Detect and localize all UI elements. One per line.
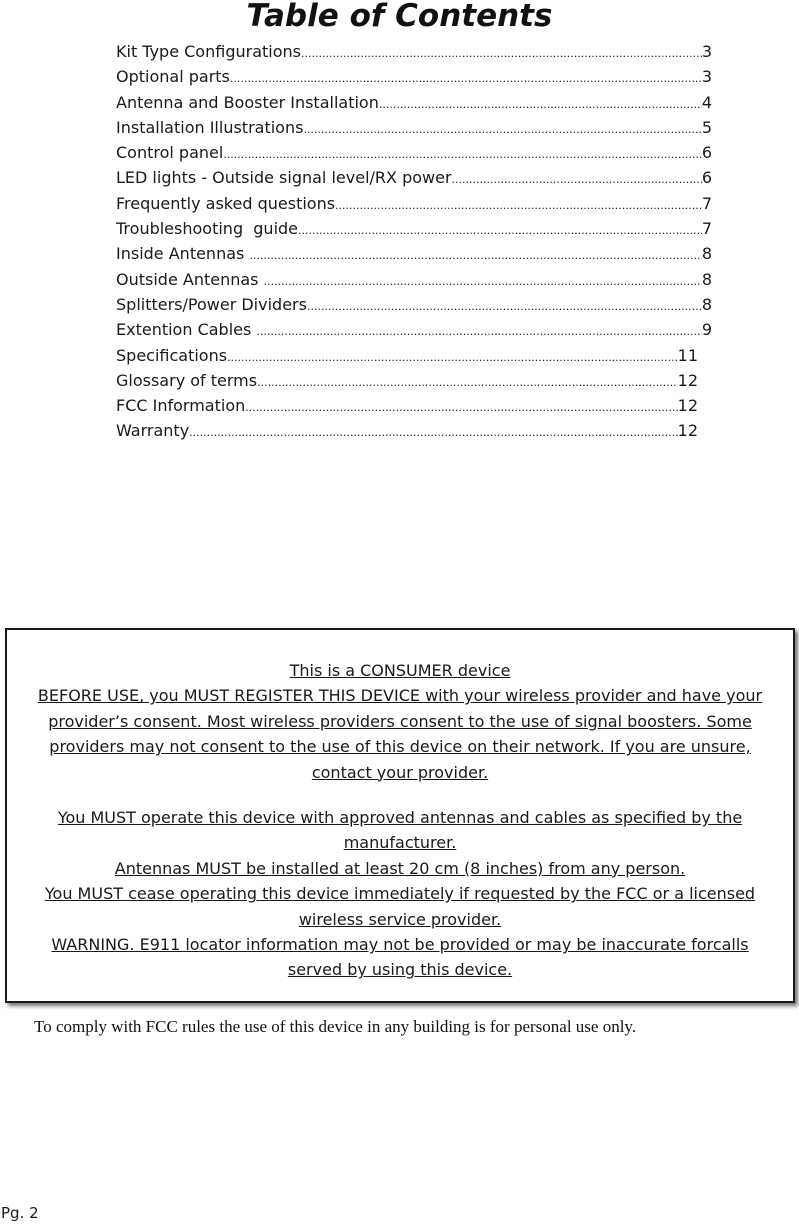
toc-dot-leader xyxy=(307,294,702,319)
toc-entry-page: 12 xyxy=(677,370,698,390)
toc-dot-leader xyxy=(335,193,702,218)
toc-dot-leader xyxy=(230,66,702,91)
toc-dot-leader xyxy=(189,420,677,445)
toc-entry-page: 9 xyxy=(701,320,712,340)
toc-entry-label: Extention Cables xyxy=(116,320,257,340)
toc-dot-leader xyxy=(379,92,702,117)
toc-dot-leader xyxy=(227,345,678,370)
toc-dot-leader xyxy=(257,370,678,395)
toc-entry-label: Warranty xyxy=(116,421,190,441)
toc-entry-page: 4 xyxy=(701,92,712,112)
consumer-notice-text xyxy=(25,658,775,983)
page-number: Pg. 2 xyxy=(1,1204,39,1222)
toc-entry-label: LED lights - Outside signal level/RX power xyxy=(116,168,452,188)
toc-dot-leader xyxy=(223,142,702,167)
toc-dot-leader xyxy=(301,41,702,66)
toc-entry-label: Glossary of terms xyxy=(116,370,258,390)
toc-dot-leader xyxy=(249,243,701,268)
toc-dot-leader xyxy=(298,218,702,243)
toc-entry-page: 3 xyxy=(701,67,712,87)
toc-entry-label: Inside Antennas xyxy=(116,244,250,264)
toc-dot-leader xyxy=(245,395,677,420)
toc-entry xyxy=(116,140,712,165)
toc-entry-page: 12 xyxy=(677,396,698,416)
toc-entry xyxy=(116,191,712,216)
toc-entry-label: Troubleshooting guide xyxy=(116,219,299,239)
toc-entry-label: Splitters/Power Dividers xyxy=(116,294,307,314)
toc-entry-page: 8 xyxy=(701,269,712,289)
toc-entry-label: Outside Antennas xyxy=(116,269,264,289)
toc-entry xyxy=(116,393,698,418)
toc-entry xyxy=(116,317,712,342)
toc-entry-label: Antenna and Booster Installation xyxy=(116,92,379,112)
toc-entry xyxy=(116,64,712,89)
toc-entry-label: Kit Type Configurations xyxy=(116,42,301,61)
toc-entry-page: 3 xyxy=(701,42,712,61)
toc-entry xyxy=(116,368,698,393)
toc-dot-leader xyxy=(264,269,702,294)
toc-entry-page: 8 xyxy=(701,294,712,314)
page-title: Table of Contents xyxy=(246,0,553,34)
toc-entry xyxy=(116,241,712,266)
toc-entry xyxy=(116,165,712,190)
toc-entry xyxy=(116,343,698,368)
toc-entry-page: 11 xyxy=(677,345,698,365)
notice-spacer xyxy=(25,785,775,805)
notice-registration: BEFORE USE, you MUST REGISTER THIS DEVICE with your wireless provider and have your provider’s consent. Most wireless providers consent to the use of signal boosters. Some providers may not consent to the use of this device on their network. If you are unsure, contact your provider. xyxy=(37,686,763,782)
toc-entry-page: 6 xyxy=(701,168,712,188)
toc-entry-label: Frequently asked questions xyxy=(116,193,336,213)
toc-entry-page: 7 xyxy=(701,219,712,239)
toc-entry xyxy=(116,39,712,64)
notice-approved-antennas: You MUST operate this device with approved antennas and cables as specified by the manufacturer. xyxy=(57,808,743,853)
toc-entry xyxy=(116,216,712,241)
toc-entry xyxy=(116,292,712,317)
toc-dot-leader xyxy=(256,319,701,344)
table-of-contents xyxy=(116,39,712,444)
consumer-notice-box xyxy=(5,628,795,1003)
fcc-compliance-note: To comply with FCC rules the use of this device in any building is for personal use only. xyxy=(34,1017,637,1036)
toc-entry-page: 6 xyxy=(701,143,712,163)
toc-entry-label: Installation Illustrations xyxy=(116,117,304,137)
toc-entry xyxy=(116,115,712,140)
toc-dot-leader xyxy=(452,167,702,192)
toc-entry xyxy=(116,90,712,115)
notice-cease-operation: You MUST cease operating this device immediately if requested by the FCC or a licensed wireless service provider. xyxy=(44,884,756,929)
toc-entry-page: 12 xyxy=(677,421,698,441)
toc-entry-page: 7 xyxy=(701,193,712,213)
toc-entry-label: Optional parts xyxy=(116,67,230,87)
notice-e911-warning: WARNING. E911 locator information may not be provided or may be inaccurate forcalls served by using this device. xyxy=(51,935,749,980)
toc-entry xyxy=(116,267,712,292)
notice-antenna-distance: Antennas MUST be installed at least 20 cm (8 inches) from any person. xyxy=(114,858,686,878)
toc-entry xyxy=(116,418,698,443)
toc-entry-label: Specifications xyxy=(116,345,228,365)
toc-entry-label: Control panel xyxy=(116,143,224,163)
toc-entry-label: FCC Information xyxy=(116,396,246,416)
notice-consumer-device: This is a CONSUMER device xyxy=(289,661,511,680)
toc-dot-leader xyxy=(303,117,701,142)
toc-entry-page: 8 xyxy=(701,244,712,264)
toc-entry-page: 5 xyxy=(701,117,712,137)
